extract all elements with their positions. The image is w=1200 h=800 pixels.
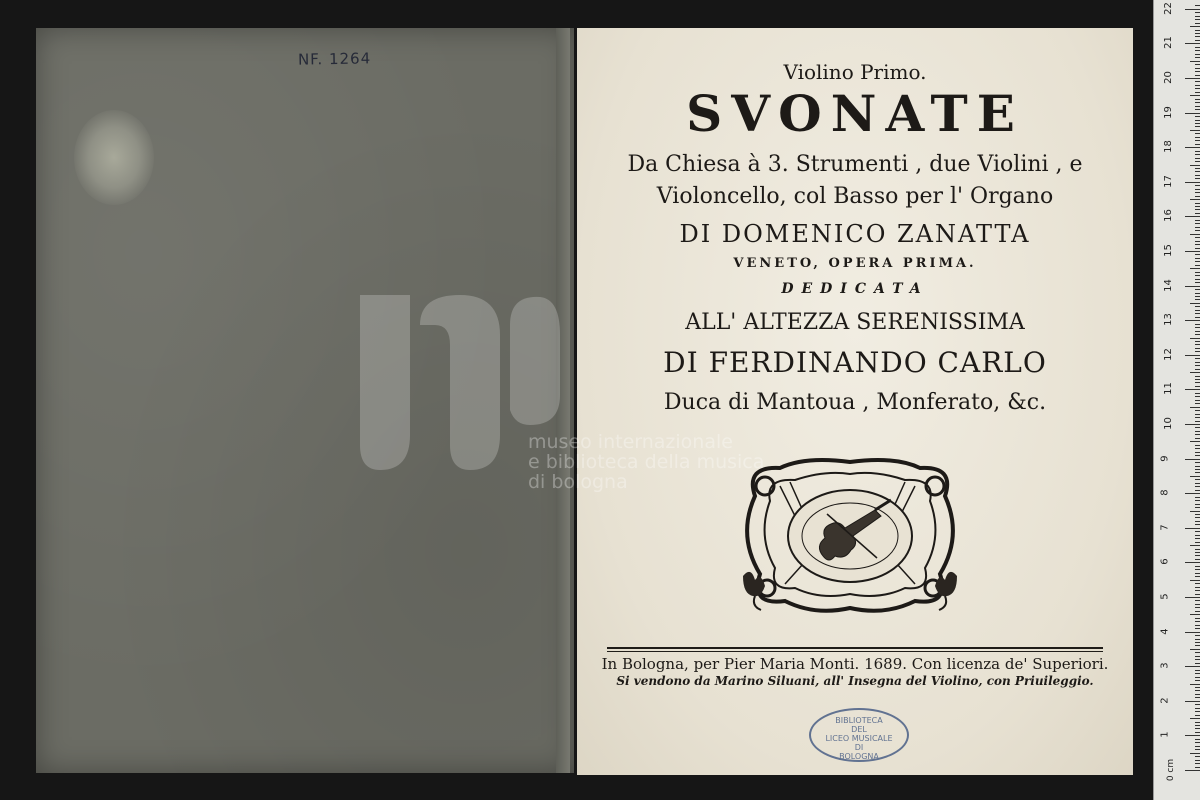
ruler-tick <box>1195 220 1200 221</box>
ruler-tick <box>1195 400 1200 401</box>
ruler-tick <box>1195 189 1200 190</box>
ruler-tick <box>1195 265 1200 266</box>
ruler-tick <box>1195 566 1200 567</box>
ruler-unit: 0 cm <box>1166 758 1177 782</box>
ruler-number: 11 <box>1162 382 1174 396</box>
ruler-tick <box>1195 237 1200 238</box>
ruler-tick <box>1195 376 1200 377</box>
ruler-tick <box>1195 652 1200 653</box>
ruler-tick <box>1195 583 1200 584</box>
ruler-tick <box>1195 109 1200 110</box>
ruler-tick <box>1195 168 1200 169</box>
ruler-tick <box>1190 95 1200 96</box>
ruler-tick <box>1195 455 1200 456</box>
ruler-tick <box>1185 597 1200 598</box>
ruler-tick <box>1195 140 1200 141</box>
ruler-tick <box>1195 438 1200 439</box>
ruler-tick <box>1195 514 1200 515</box>
ruler-tick <box>1195 57 1200 58</box>
ruler-tick <box>1185 182 1200 183</box>
watermark-line: e biblioteca della musica <box>528 451 765 473</box>
ruler-tick <box>1195 116 1200 117</box>
ruler-tick <box>1185 424 1200 425</box>
ruler-tick <box>1190 580 1200 581</box>
ruler-tick <box>1195 258 1200 259</box>
ruler-tick <box>1195 427 1200 428</box>
ruler-tick <box>1195 30 1200 31</box>
ruler-tick <box>1190 268 1200 269</box>
ruler-tick <box>1190 372 1200 373</box>
ruler-tick <box>1195 697 1200 698</box>
library-stamp <box>809 708 909 762</box>
ruler-tick <box>1195 133 1200 134</box>
ruler-tick <box>1190 130 1200 131</box>
imprint-rule-thin <box>607 651 1103 652</box>
ruler-number: 7 <box>1159 524 1171 531</box>
ruler-tick <box>1195 708 1200 709</box>
ruler-tick <box>1195 704 1200 705</box>
ruler-tick <box>1195 396 1200 397</box>
ruler-tick <box>1195 466 1200 467</box>
ruler-number: 5 <box>1159 593 1171 600</box>
ruler-tick <box>1195 694 1200 695</box>
ruler-tick <box>1195 618 1200 619</box>
ruler-tick <box>1195 393 1200 394</box>
ruler-tick <box>1195 659 1200 660</box>
ruler-tick <box>1195 50 1200 51</box>
ruler-tick <box>1195 642 1200 643</box>
ruler-tick <box>1195 279 1200 280</box>
ruler-tick <box>1195 68 1200 69</box>
ruler-tick <box>1195 538 1200 539</box>
stamp-line: DI <box>854 743 864 752</box>
ruler-tick <box>1195 310 1200 311</box>
ruler-tick <box>1190 649 1200 650</box>
ruler-tick <box>1195 621 1200 622</box>
ruler-tick <box>1195 414 1200 415</box>
ruler-tick <box>1190 338 1200 339</box>
ruler-tick <box>1195 417 1200 418</box>
ruler-tick <box>1195 344 1200 345</box>
ruler-number: 4 <box>1159 627 1171 635</box>
ruler-tick <box>1195 241 1200 242</box>
ruler-tick <box>1190 407 1200 408</box>
ruler-tick <box>1195 410 1200 411</box>
subtitle-line-1: Da Chiesa à 3. Strumenti , due Violini , e <box>627 152 1083 177</box>
ruler-tick <box>1185 666 1200 667</box>
ruler-tick <box>1195 313 1200 314</box>
ruler-tick <box>1195 144 1200 145</box>
ruler-tick <box>1195 203 1200 204</box>
ruler-number: 19 <box>1162 105 1174 119</box>
ruler-tick <box>1195 85 1200 86</box>
ruler-tick <box>1190 165 1200 166</box>
ruler-tick <box>1185 528 1200 529</box>
ruler-number: 14 <box>1162 278 1174 292</box>
stamp-line: BOLOGNA <box>839 752 879 761</box>
ruler-tick <box>1195 732 1200 733</box>
ruler-tick <box>1195 445 1200 446</box>
ruler-tick <box>1195 154 1200 155</box>
ruler-tick <box>1195 365 1200 366</box>
ruler-tick <box>1195 535 1200 536</box>
ruler-number: 1 <box>1159 731 1171 739</box>
ruler-tick <box>1185 770 1200 771</box>
ruler-tick <box>1195 594 1200 595</box>
watermark-line: museo internazionale <box>528 431 733 453</box>
seller-note: Si vendono da Marino Siluani, all' Insegna del Violino, con Priuileggio. <box>616 674 1094 688</box>
ruler-tick <box>1185 389 1200 390</box>
ruler-tick <box>1195 555 1200 556</box>
watermark-line: di bologna <box>528 471 628 493</box>
ruler-tick <box>1195 196 1200 197</box>
ruler-tick <box>1195 185 1200 186</box>
imprint: In Bologna, per Pier Maria Monti. 1689. Con licenza de' Superiori. <box>601 655 1109 673</box>
main-title: SVONATE <box>686 84 1024 143</box>
ruler-tick <box>1195 206 1200 207</box>
ruler-number: 2 <box>1159 697 1171 704</box>
ruler-tick <box>1195 645 1200 646</box>
measuring-ruler <box>1153 0 1200 800</box>
ruler-tick <box>1185 147 1200 148</box>
ruler-number: 22 <box>1162 1 1174 15</box>
ruler-tick <box>1195 625 1200 626</box>
ruler-tick <box>1195 261 1200 262</box>
museum-watermark-text <box>528 432 764 492</box>
ruler-tick <box>1195 469 1200 470</box>
ruler-tick <box>1195 549 1200 550</box>
ruler-tick <box>1195 479 1200 480</box>
ruler-tick <box>1185 251 1200 252</box>
ruler-tick <box>1195 213 1200 214</box>
ruler-tick <box>1195 517 1200 518</box>
ruler-tick <box>1195 227 1200 228</box>
ruler-tick <box>1195 656 1200 657</box>
ruler-tick <box>1195 334 1200 335</box>
ruler-tick <box>1195 126 1200 127</box>
ruler-tick <box>1195 341 1200 342</box>
ruler-tick <box>1195 40 1200 41</box>
ruler-tick <box>1195 324 1200 325</box>
ruler-number: 13 <box>1162 313 1174 327</box>
ruler-tick <box>1185 320 1200 321</box>
ruler-tick <box>1195 767 1200 768</box>
ruler-tick <box>1195 19 1200 20</box>
ruler-tick <box>1195 299 1200 300</box>
ruler-tick <box>1195 421 1200 422</box>
ruler-tick <box>1195 386 1200 387</box>
ruler-tick <box>1195 500 1200 501</box>
ruler-number: 17 <box>1162 174 1174 188</box>
ruler-tick <box>1195 192 1200 193</box>
ruler-tick <box>1195 254 1200 255</box>
ruler-tick <box>1195 559 1200 560</box>
ruler-tick <box>1195 472 1200 473</box>
ruler-tick <box>1190 753 1200 754</box>
dedication: DEDICATA <box>781 281 929 297</box>
ruler-tick <box>1195 725 1200 726</box>
ruler-tick <box>1195 64 1200 65</box>
ruler-tick <box>1195 673 1200 674</box>
ruler-tick <box>1185 43 1200 44</box>
ruler-tick <box>1195 272 1200 273</box>
ruler-tick <box>1195 403 1200 404</box>
ruler-tick <box>1195 120 1200 121</box>
ruler-tick <box>1195 81 1200 82</box>
subtitle-line-2: Violoncello, col Basso per l' Organo <box>656 184 1054 209</box>
ruler-tick <box>1185 562 1200 563</box>
ruler-number: 20 <box>1162 71 1174 84</box>
ruler-tick <box>1190 614 1200 615</box>
ruler-tick <box>1195 573 1200 574</box>
ruler-tick <box>1190 718 1200 719</box>
ruler-tick <box>1195 587 1200 588</box>
ruler-tick <box>1195 677 1200 678</box>
ruler-tick <box>1195 635 1200 636</box>
ruler-tick <box>1195 600 1200 601</box>
author: DI DOMENICO ZANATTA <box>679 220 1031 248</box>
imprint-rule <box>607 647 1103 649</box>
dedicatee-name: DI FERDINANDO CARLO <box>663 346 1047 379</box>
ruler-tick <box>1195 462 1200 463</box>
ruler-tick <box>1195 763 1200 764</box>
ruler-tick <box>1195 16 1200 17</box>
ruler-tick <box>1195 99 1200 100</box>
ruler-tick <box>1195 248 1200 249</box>
ruler-tick <box>1195 88 1200 89</box>
ruler-tick <box>1195 331 1200 332</box>
opus: VENETO, OPERA PRIMA. <box>733 256 977 271</box>
ruler-tick <box>1195 452 1200 453</box>
ruler-tick <box>1195 5 1200 6</box>
ruler-tick <box>1190 234 1200 235</box>
ruler-tick <box>1190 26 1200 27</box>
ruler-tick <box>1185 286 1200 287</box>
ruler-tick <box>1190 61 1200 62</box>
ruler-number: 21 <box>1162 36 1174 50</box>
ruler-tick <box>1195 711 1200 712</box>
ruler-tick <box>1195 431 1200 432</box>
ruler-tick <box>1185 459 1200 460</box>
ruler-number: 18 <box>1162 140 1174 154</box>
ruler-tick <box>1195 348 1200 349</box>
ruler-tick <box>1190 441 1200 442</box>
ruler-tick <box>1195 486 1200 487</box>
ruler-tick <box>1195 327 1200 328</box>
ruler-tick <box>1195 670 1200 671</box>
ruler-tick <box>1185 9 1200 10</box>
ruler-tick <box>1195 628 1200 629</box>
ruler-tick <box>1195 483 1200 484</box>
ruler-tick <box>1195 531 1200 532</box>
shelfmark: NF. 1264 <box>297 49 372 69</box>
ruler-tick <box>1195 275 1200 276</box>
ruler-tick <box>1195 54 1200 55</box>
ruler-number: 6 <box>1159 558 1171 566</box>
ruler-tick <box>1185 355 1200 356</box>
ruler-tick <box>1195 739 1200 740</box>
ruler-number: 10 <box>1162 417 1174 430</box>
ruler-tick <box>1195 244 1200 245</box>
ruler-tick <box>1190 476 1200 477</box>
ruler-tick <box>1195 507 1200 508</box>
ruler-tick <box>1195 123 1200 124</box>
ruler-tick <box>1195 362 1200 363</box>
ruler-tick <box>1195 749 1200 750</box>
dedicatee-title: Duca di Mantoua , Monferato, &c. <box>663 390 1047 415</box>
ruler-tick <box>1195 742 1200 743</box>
ruler-tick <box>1195 137 1200 138</box>
ruler-tick <box>1195 715 1200 716</box>
ruler-tick <box>1195 158 1200 159</box>
ruler-tick <box>1195 293 1200 294</box>
ruler-tick <box>1195 756 1200 757</box>
ruler-tick <box>1195 223 1200 224</box>
ruler-tick <box>1195 92 1200 93</box>
ruler-tick <box>1195 590 1200 591</box>
ruler-tick <box>1195 351 1200 352</box>
title-page <box>577 28 1133 775</box>
ruler-tick <box>1195 434 1200 435</box>
printers-emblem-icon <box>735 456 965 616</box>
ruler-number: 16 <box>1162 209 1174 223</box>
ruler-tick <box>1185 735 1200 736</box>
ruler-tick <box>1195 722 1200 723</box>
ruler-tick <box>1195 490 1200 491</box>
ruler-tick <box>1195 576 1200 577</box>
ruler-tick <box>1195 33 1200 34</box>
ruler-tick <box>1185 632 1200 633</box>
ruler-tick <box>1195 687 1200 688</box>
ruler-tick <box>1195 607 1200 608</box>
ruler-number: 15 <box>1162 244 1174 257</box>
ruler-tick <box>1195 521 1200 522</box>
stamp-line: DEL <box>851 725 867 734</box>
ruler-tick <box>1195 47 1200 48</box>
ruler-number: 3 <box>1159 662 1171 669</box>
ruler-tick <box>1190 511 1200 512</box>
ruler-tick <box>1195 680 1200 681</box>
ruler-tick <box>1195 209 1200 210</box>
ruler-tick <box>1195 296 1200 297</box>
ruler-tick <box>1195 36 1200 37</box>
ruler-tick <box>1195 611 1200 612</box>
cover-wear-mark <box>74 110 154 205</box>
ruler-tick <box>1190 545 1200 546</box>
ruler-tick <box>1195 448 1200 449</box>
ruler-tick <box>1195 552 1200 553</box>
ruler-tick <box>1195 102 1200 103</box>
ruler-tick <box>1195 504 1200 505</box>
ruler-tick <box>1190 199 1200 200</box>
ruler-tick <box>1195 151 1200 152</box>
ruler-tick <box>1185 113 1200 114</box>
ruler-number: 12 <box>1162 347 1174 361</box>
ruler-tick <box>1195 171 1200 172</box>
ruler-tick <box>1195 369 1200 370</box>
ruler-tick <box>1195 663 1200 664</box>
ruler-tick <box>1195 289 1200 290</box>
ruler-tick <box>1185 216 1200 217</box>
ruler-tick <box>1195 379 1200 380</box>
ruler-tick <box>1195 230 1200 231</box>
ruler-number: 9 <box>1159 454 1171 462</box>
ruler-tick <box>1190 303 1200 304</box>
ruler-tick <box>1195 23 1200 24</box>
ruler-tick <box>1185 701 1200 702</box>
ruler-tick <box>1195 358 1200 359</box>
ruler-tick <box>1195 71 1200 72</box>
ruler-tick <box>1185 493 1200 494</box>
ruler-tick <box>1195 106 1200 107</box>
ruler-tick <box>1195 12 1200 13</box>
ruler-tick <box>1195 760 1200 761</box>
ruler-tick <box>1195 161 1200 162</box>
ruler-tick <box>1195 306 1200 307</box>
ruler-tick <box>1195 604 1200 605</box>
ruler-tick <box>1195 690 1200 691</box>
ruler-tick <box>1195 178 1200 179</box>
voice-part: Violino Primo. <box>783 60 927 84</box>
ruler-tick <box>1195 542 1200 543</box>
ruler-tick <box>1195 728 1200 729</box>
ruler-tick <box>1195 524 1200 525</box>
ruler-tick <box>1195 282 1200 283</box>
ruler-tick <box>1195 746 1200 747</box>
ruler-tick <box>1195 497 1200 498</box>
stamp-line: LICEO MUSICALE <box>825 734 893 743</box>
ruler-number: 8 <box>1159 489 1171 496</box>
ruler-tick <box>1195 75 1200 76</box>
ruler-tick <box>1195 382 1200 383</box>
ruler-tick <box>1190 684 1200 685</box>
stamp-line: BIBLIOTECA <box>835 716 883 725</box>
ruler-tick <box>1195 317 1200 318</box>
ruler-tick <box>1195 639 1200 640</box>
ruler-tick <box>1195 569 1200 570</box>
ruler-tick <box>1195 175 1200 176</box>
dedicatee-line-1: ALL' ALTEZZA SERENISSIMA <box>685 310 1025 335</box>
ruler-tick <box>1185 78 1200 79</box>
